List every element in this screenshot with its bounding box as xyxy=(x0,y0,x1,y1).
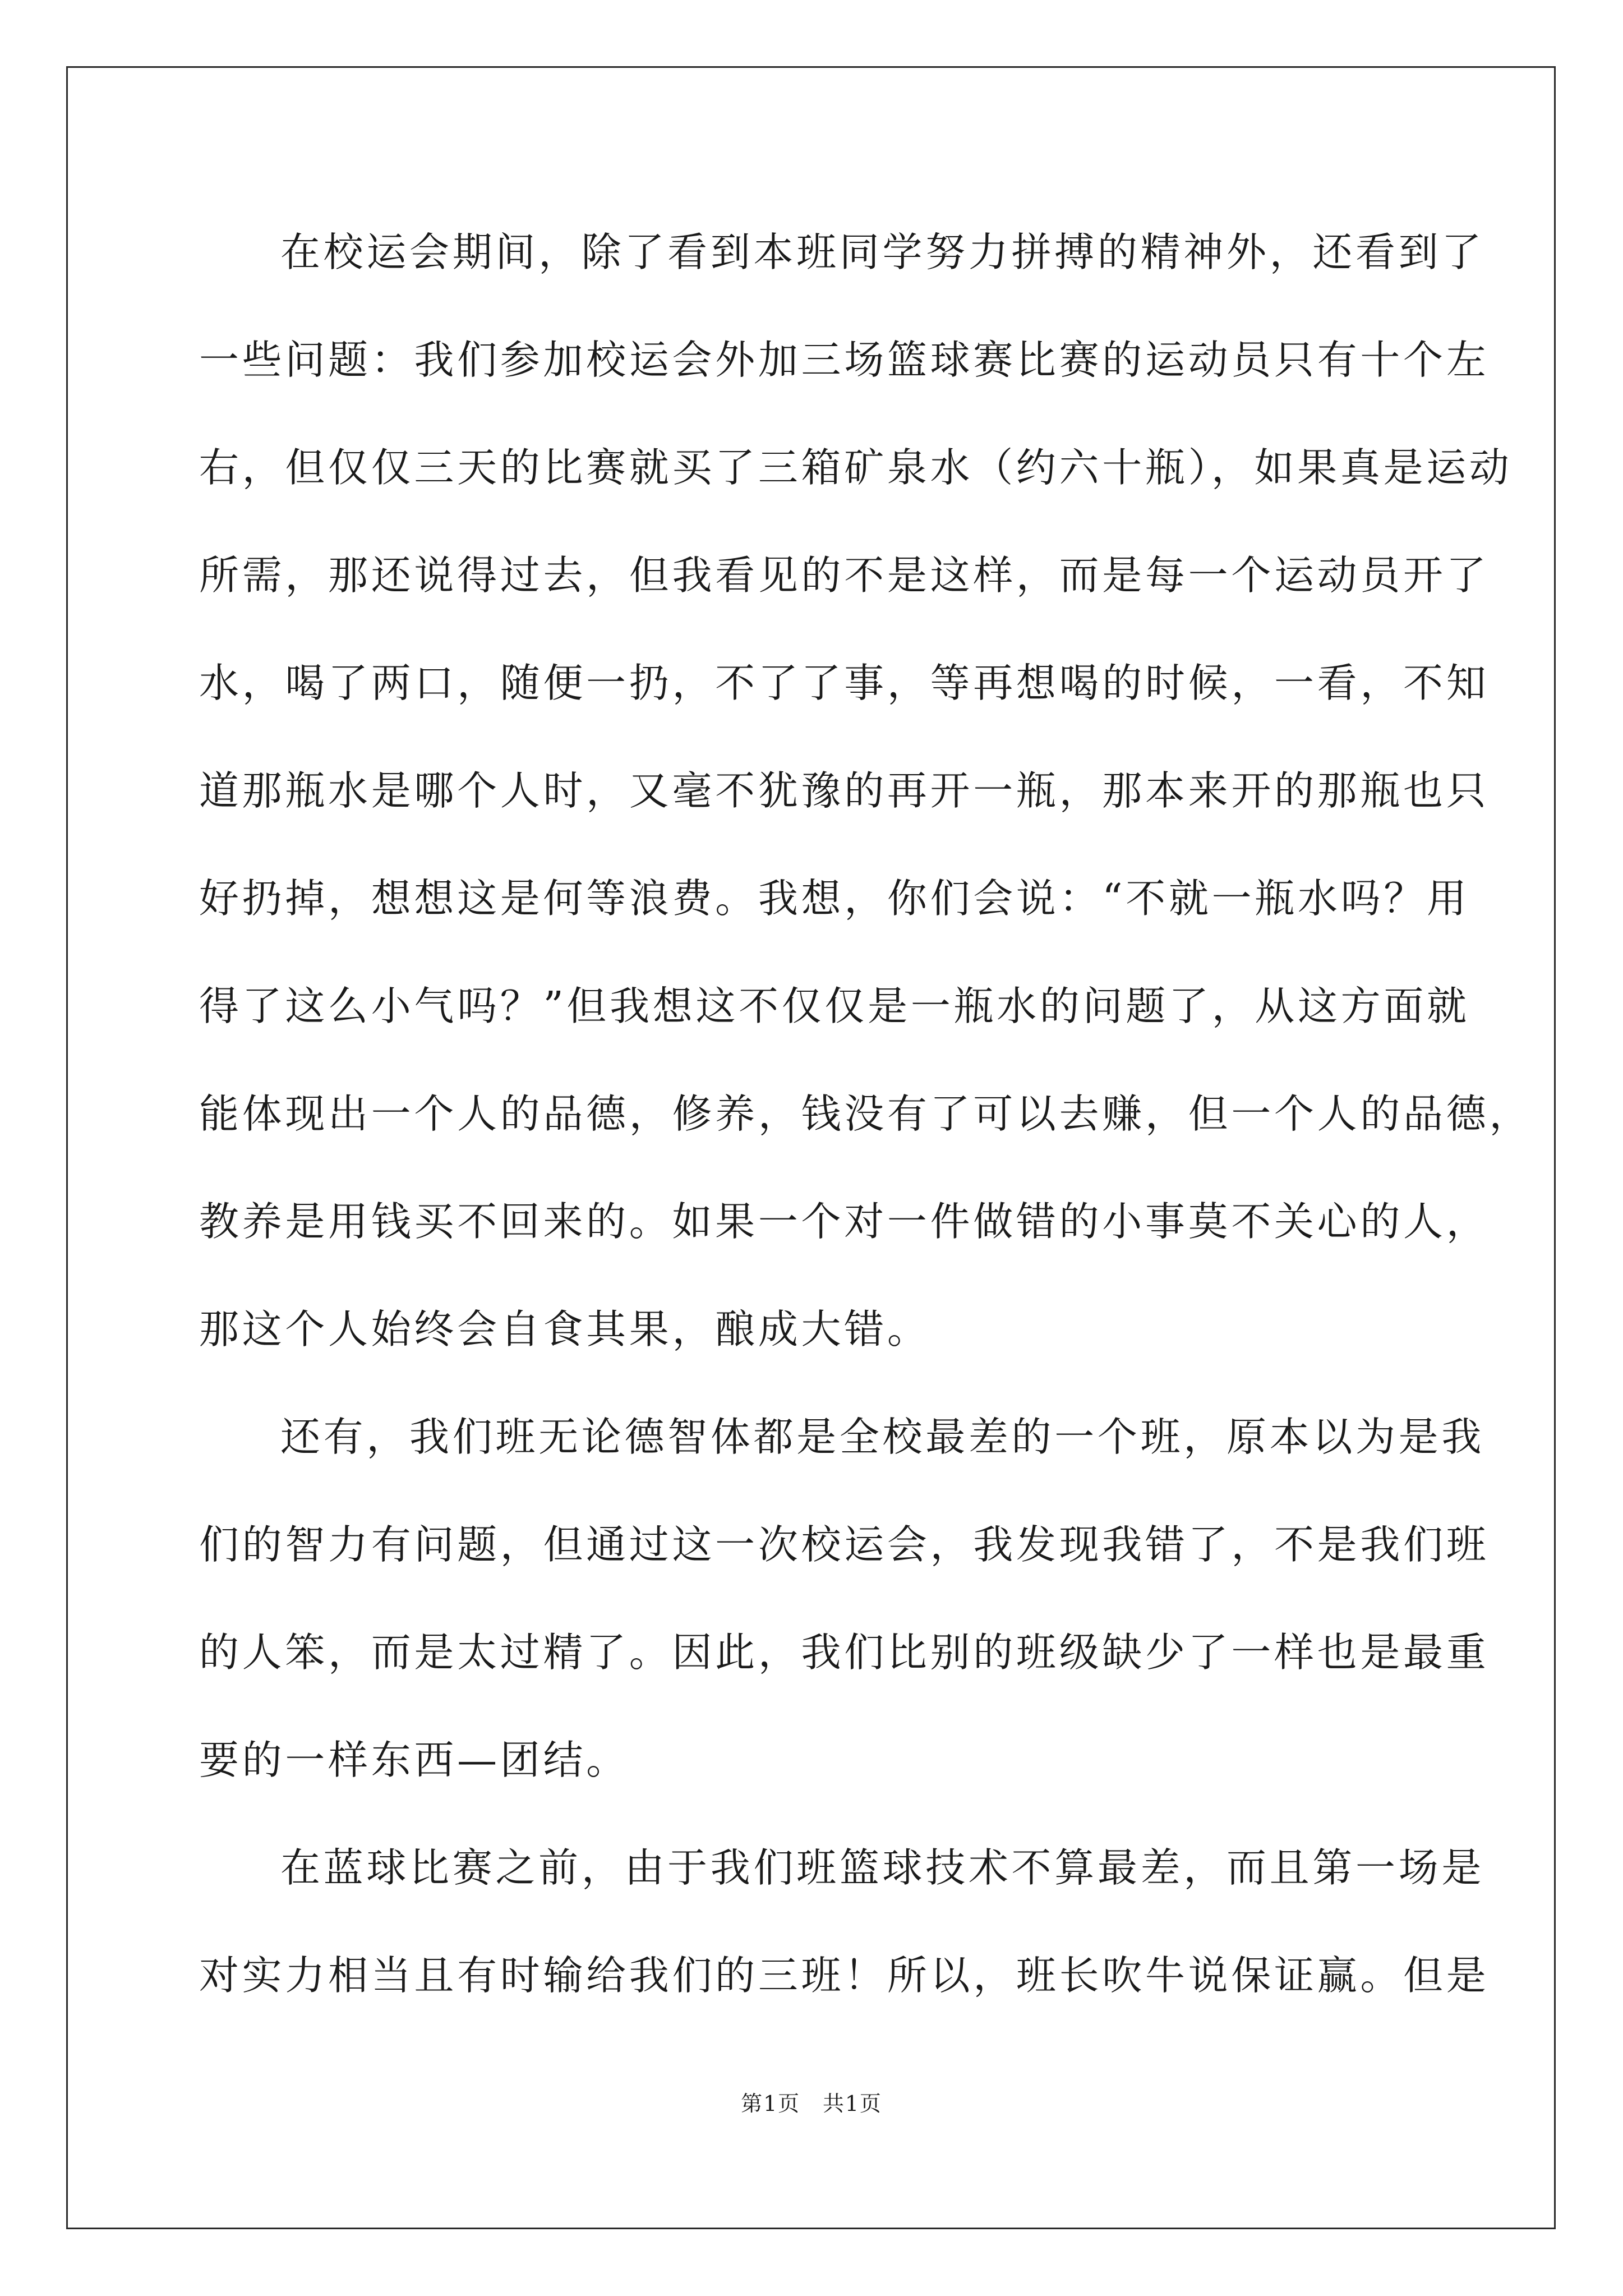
page-number-footer: 第1页 共1页 xyxy=(741,2091,882,2116)
paragraph-1-line-10: 教养是用钱买不回来的。如果一个对一件做错的小事莫不关心的人， xyxy=(199,1198,1490,1245)
paragraph-1-line-1: 在校运会期间，除了看到本班同学努力拼搏的精神外，还看到了 xyxy=(280,229,1485,275)
paragraph-1-line-3: 右，但仅仅三天的比赛就买了三箱矿泉水（约六十瓶），如果真是运动 xyxy=(199,444,1513,491)
paragraph-3-line-2: 对实力相当且有时输给我们的三班！所以，班长吹牛说保证赢。但是 xyxy=(199,1952,1490,1999)
paragraph-2-line-2: 们的智力有问题，但通过这一次校运会，我发现我错了，不是我们班 xyxy=(199,1521,1490,1568)
paragraph-2-line-3: 的人笨，而是太过精了。因此，我们比别的班级缺少了一样也是最重 xyxy=(199,1629,1490,1676)
paragraph-1-line-11: 那这个人始终会自食其果，酿成大错。 xyxy=(199,1306,930,1352)
paragraph-1-line-6: 道那瓶水是哪个人时，又毫不犹豫的再开一瓶，那本来开的那瓶也只 xyxy=(199,767,1490,814)
paragraph-2-line-1: 还有，我们班无论德智体都是全校最差的一个班，原本以为是我 xyxy=(280,1414,1485,1460)
paragraph-1-line-2: 一些问题：我们参加校运会外加三场篮球赛比赛的运动员只有十个左 xyxy=(199,337,1490,383)
paragraph-1-line-7: 好扔掉，想想这是何等浪费。我想，你们会说：“不就一瓶水吗？用 xyxy=(199,875,1470,922)
paragraph-1-line-5: 水，喝了两口，随便一扔，不了了事，等再想喝的时候，一看，不知 xyxy=(199,660,1490,706)
paragraph-1-line-9: 能体现出一个人的品德，修养，钱没有了可以去赚，但一个人的品德， xyxy=(199,1091,1533,1137)
paragraph-2-line-4: 要的一样东西—团结。 xyxy=(199,1737,629,1783)
page-border xyxy=(66,66,1556,2229)
paragraph-3-line-1: 在蓝球比赛之前，由于我们班篮球技术不算最差，而且第一场是 xyxy=(280,1844,1485,1891)
paragraph-1-line-4: 所需，那还说得过去，但我看见的不是这样，而是每一个运动员开了 xyxy=(199,552,1490,599)
paragraph-1-line-8: 得了这么小气吗？”但我想这不仅仅是一瓶水的问题了，从这方面就 xyxy=(199,983,1470,1029)
